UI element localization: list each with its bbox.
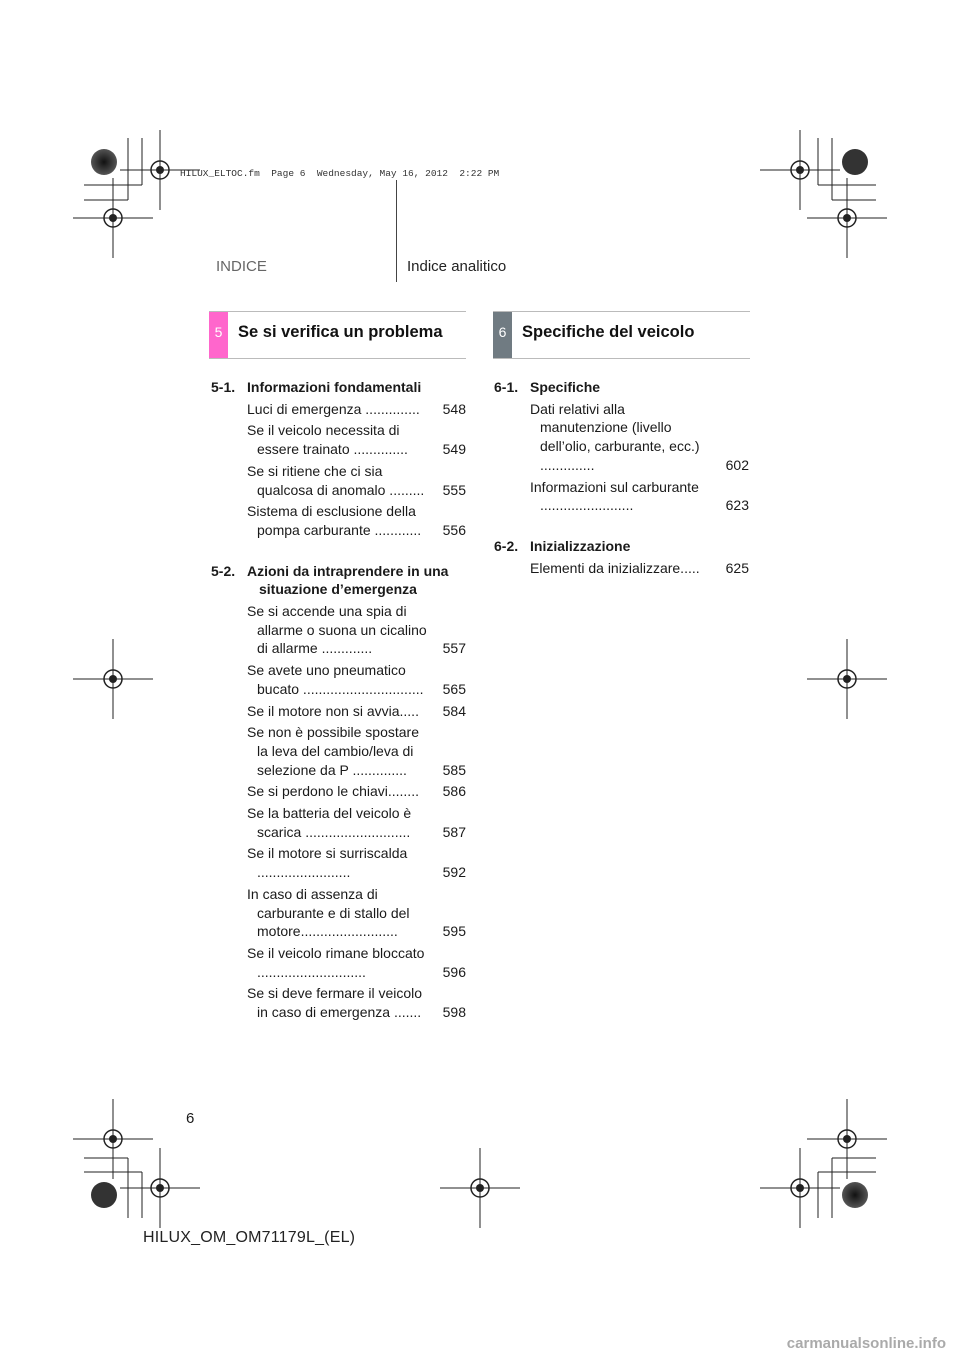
- toc-entry[interactable]: Se il motore non si avvia..... 584: [247, 702, 466, 719]
- toc-entry[interactable]: Dati relativi alla manutenzione (livello dell’olio, carburante, ecc.) .............. 602: [530, 400, 749, 473]
- watermark: carmanualsonline.info: [786, 1335, 946, 1352]
- toc-entry[interactable]: Se si perdono le chiavi........ 586: [247, 783, 466, 800]
- section-5-heading: [209, 311, 466, 359]
- section-6-heading: [493, 311, 750, 359]
- toc-entry[interactable]: Se il veicolo necessita di essere trainato .............. 549: [247, 422, 466, 458]
- toc-entry[interactable]: Se avete uno pneumatico bucato ............................... 565: [247, 662, 466, 697]
- toc-entry[interactable]: In caso di assenza di carburante e di stallo del motore......................... 595: [247, 885, 466, 940]
- section-5-title: Se si verifica un problema: [238, 323, 443, 341]
- section-6-contents: [494, 378, 749, 577]
- header-page-title: Indice analitico: [407, 258, 507, 275]
- toc-entry[interactable]: Elementi da inizializzare..... 625: [530, 559, 749, 576]
- toc-entry[interactable]: Informazioni sul carburante ........................ 623: [530, 478, 749, 514]
- header-divider: [396, 180, 397, 282]
- subsection-heading: 6-1. Specifiche: [494, 379, 601, 395]
- toc-entry[interactable]: Se non è possibile spostare la leva del cambio/leva di selezione da P .............. 585: [247, 724, 466, 778]
- section-6-tab: 6: [493, 312, 512, 358]
- toc-entry[interactable]: Se si deve fermare il veicolo in caso di emergenza ....... 598: [247, 985, 466, 1021]
- print-info: HILUX_ELTOC.fm Page 6 Wednesday, May 16, 2012 2:22 PM: [180, 168, 500, 179]
- toc-entry[interactable]: Se si ritiene che ci sia qualcosa di anomalo ......... 555: [247, 462, 466, 498]
- subsection-heading: 6-2. Inizializzazione: [494, 537, 631, 554]
- toc-entry[interactable]: Se la batteria del veicolo è scarica ........................... 587: [247, 805, 466, 840]
- toc-entry[interactable]: Se il motore si surriscalda ........................ 592: [247, 845, 466, 881]
- header-section-label: INDICE: [216, 258, 267, 275]
- subsection-heading: 5-1. Informazioni fondamentali: [211, 379, 422, 395]
- section-6-title: Specifiche del veicolo: [522, 323, 695, 341]
- page-number: 6: [186, 1110, 195, 1127]
- section-5-contents: [211, 378, 466, 1022]
- section-5-tab: 5: [209, 312, 228, 358]
- document-code: HILUX_OM_OM71179L_(EL): [143, 1229, 356, 1246]
- toc-entry[interactable]: Se si accende una spia di allarme o suona un cicalino di allarme ............. 557: [247, 603, 466, 657]
- toc-entry[interactable]: Luci di emergenza .............. 548: [247, 400, 466, 417]
- subsection-heading: 5-2. Azioni da intraprendere in una situazione d’emergenza: [211, 562, 449, 598]
- toc-entry[interactable]: Se il veicolo rimane bloccato ............................ 596: [247, 944, 466, 980]
- toc-entry[interactable]: Sistema di esclusione della pompa carburante ............ 556: [247, 503, 466, 538]
